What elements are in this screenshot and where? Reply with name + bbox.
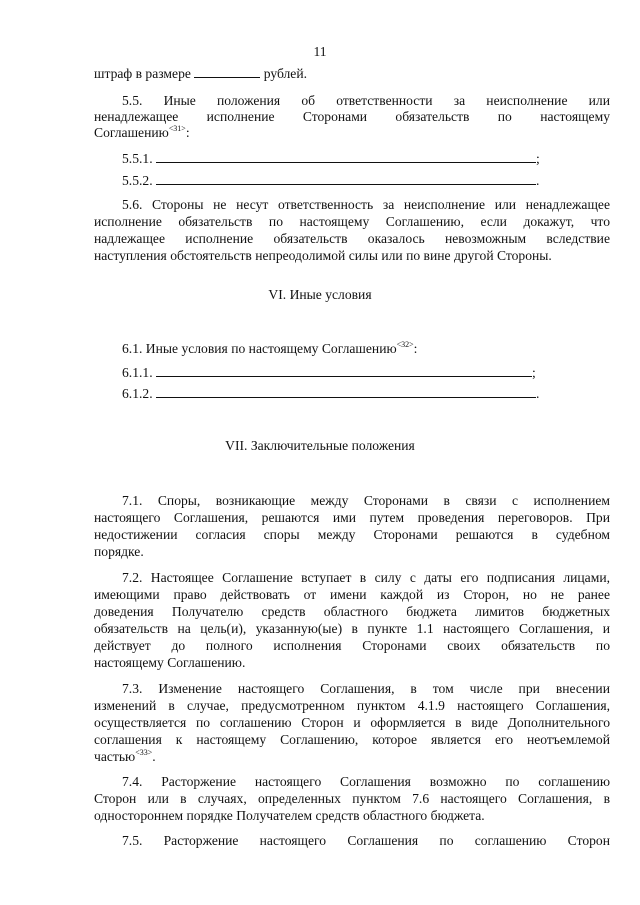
clause-7-3-period: . bbox=[152, 749, 156, 764]
clause-7-2-line-1: 7.2. Настоящее Соглашение вступает в силу с даты его подписания лицами, bbox=[122, 570, 610, 585]
fine-suffix: рублей. bbox=[260, 66, 308, 81]
clause-5-6-line-3: надлежащее исполнение обязательств оказалось невозможным вследствие bbox=[94, 231, 610, 246]
clause-7-5-line-1: 7.5. Расторжение настоящего Соглашения по соглашению Сторон bbox=[122, 833, 610, 848]
clause-7-2-line-5: действует до полного исполнения Сторонами своих обязательств по bbox=[94, 638, 610, 653]
clause-7-4-line-2: Сторон или в случаях, определенных пунктом 7.6 настоящего Соглашения, в bbox=[94, 791, 610, 806]
item-6-1-2-blank bbox=[156, 386, 536, 398]
clause-7-3-last-word: частью bbox=[94, 749, 136, 764]
item-5-5-2-end: . bbox=[536, 173, 540, 188]
footnote-ref-31: <31> bbox=[168, 124, 186, 133]
item-6-1-2-end: . bbox=[536, 386, 540, 401]
item-6-1-1-number: 6.1.1. bbox=[122, 365, 153, 380]
clause-5-5-line-3 bbox=[94, 125, 190, 141]
item-5-5-1-end: ; bbox=[536, 151, 540, 166]
fine-prefix: штраф в размере bbox=[94, 66, 195, 81]
clause-7-1-line-1: 7.1. Споры, возникающие между Сторонами в связи с исполнением bbox=[122, 493, 610, 508]
item-5-5-1-number: 5.5.1. bbox=[122, 151, 153, 166]
clause-5-6-line-2: исполнение обязательств по настоящему Соглашению, если докажут, что bbox=[94, 214, 610, 229]
clause-7-4-line-1: 7.4. Расторжение настоящего Соглашения возможно по соглашению bbox=[122, 774, 610, 789]
item-5-5-2 bbox=[122, 173, 539, 189]
clause-7-1-line-3: недостижении согласия споры между Сторонами решаются в судебном bbox=[94, 527, 610, 542]
item-6-1-2-number: 6.1.2. bbox=[122, 386, 153, 401]
clause-7-3-line-3: осуществляется по соглашению Сторон и оформляется в виде Дополнительного bbox=[94, 715, 610, 730]
clause-7-3-line-2: изменений в случае, предусмотренном пунктом 4.1.9 настоящего Соглашения, bbox=[94, 698, 610, 713]
clause-5-6-line-4: наступления обстоятельств непреодолимой силы или по вине другой Стороны. bbox=[94, 248, 552, 263]
item-5-5-2-blank bbox=[156, 173, 536, 185]
item-6-1-1-blank bbox=[156, 365, 532, 377]
clause-7-3-line-4: соглашения к настоящему Соглашению, которое является его неотъемлемой bbox=[94, 732, 610, 747]
clause-5-5-colon: : bbox=[185, 125, 190, 140]
clause-7-4-line-3: одностороннем порядке Получателем средств областного бюджета. bbox=[94, 808, 485, 823]
section-6-title: VI. Иные условия bbox=[268, 287, 372, 302]
item-6-1-1-end: ; bbox=[532, 365, 536, 380]
footnote-ref-33: <33> bbox=[135, 748, 153, 757]
fine-amount-blank bbox=[194, 66, 260, 78]
item-5-5-1-blank bbox=[156, 151, 536, 163]
clause-7-2-line-4: обязательств на цель(и), указанную(ые) в пункте 1.1 настоящего Соглашения, и bbox=[94, 621, 610, 636]
clause-7-1-line-2: настоящего Соглашения, решаются ими путем проведения переговоров. При bbox=[94, 510, 610, 525]
page-number: 11 bbox=[313, 44, 327, 59]
clause-7-1-line-4: порядке. bbox=[94, 544, 144, 559]
clause-6-1-colon: : bbox=[413, 341, 418, 356]
section-7-title: VII. Заключительные положения bbox=[225, 438, 415, 453]
clause-7-2-line-3: доведения Получателю средств областного бюджета лимитов бюджетных bbox=[94, 604, 610, 619]
item-6-1-2 bbox=[122, 386, 539, 402]
clause-7-3-line-1: 7.3. Изменение настоящего Соглашения, в том числе при внесении bbox=[122, 681, 610, 696]
clause-5-5-line-1: 5.5. Иные положения об ответственности за неисполнение или bbox=[122, 93, 610, 108]
footnote-ref-32: <32> bbox=[396, 340, 414, 349]
clause-5-6-line-1: 5.6. Стороны не несут ответственность за неисполнение или ненадлежащее bbox=[122, 197, 610, 212]
item-5-5-1 bbox=[122, 151, 540, 167]
item-5-5-2-number: 5.5.2. bbox=[122, 173, 153, 188]
clause-7-3-line-5 bbox=[94, 749, 156, 765]
clause-5-5-line-2: ненадлежащее исполнение Сторонами обязательств по настоящему bbox=[94, 109, 610, 124]
fine-amount-line bbox=[94, 66, 307, 82]
clause-6-1 bbox=[122, 341, 417, 357]
clause-5-5-text: Соглашению bbox=[94, 125, 169, 140]
clause-6-1-text: 6.1. Иные условия по настоящему Соглашению bbox=[122, 341, 397, 356]
item-6-1-1 bbox=[122, 365, 536, 381]
clause-7-2-line-6: настоящему Соглашению. bbox=[94, 655, 246, 670]
clause-7-2-line-2: имеющими право действовать от имени каждой из Сторон, но не ранее bbox=[94, 587, 610, 602]
